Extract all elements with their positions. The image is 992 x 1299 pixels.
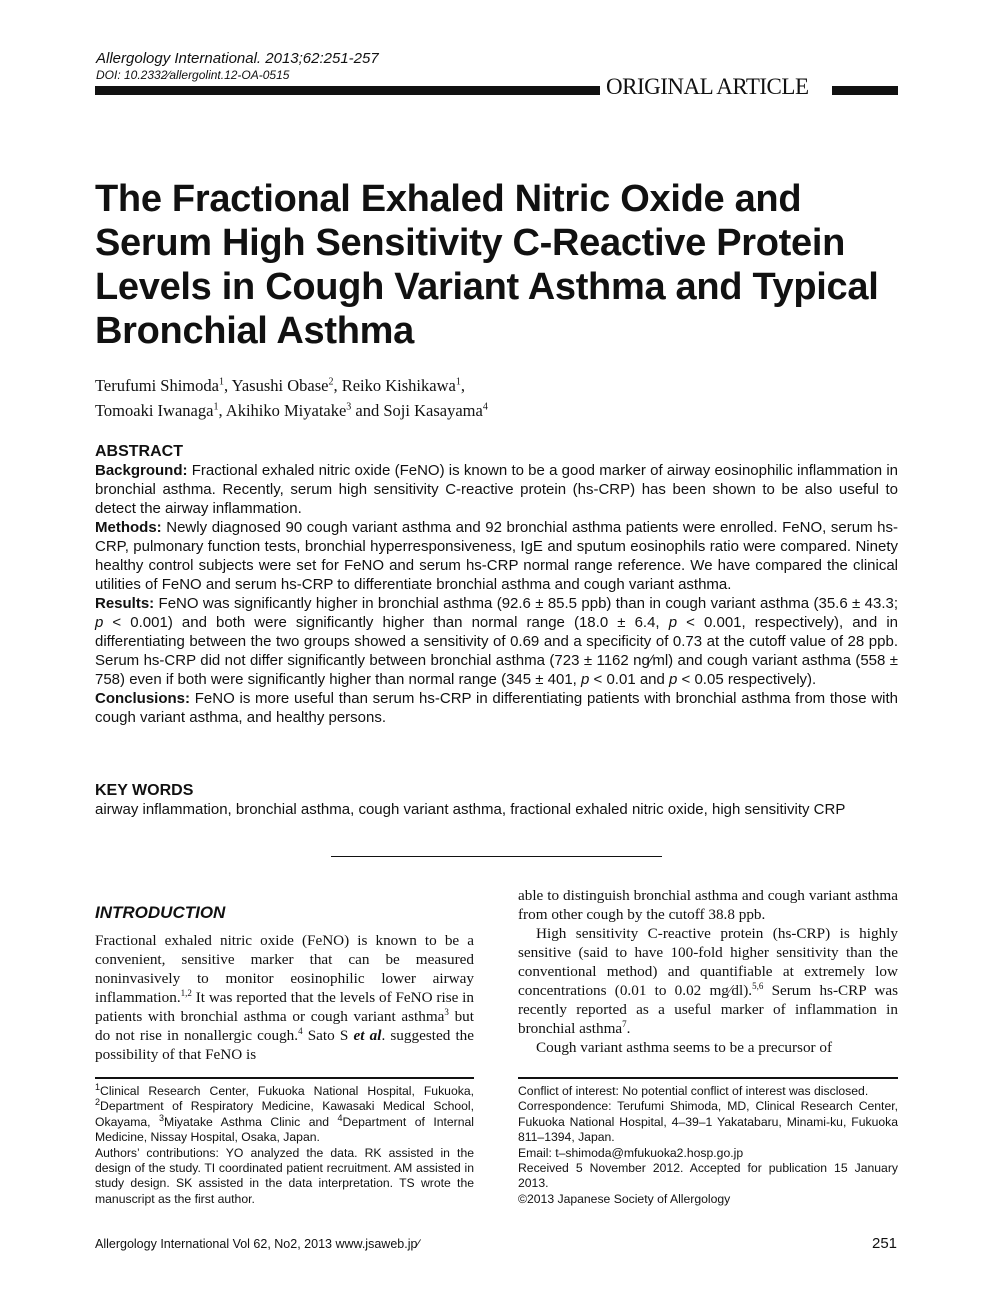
et-al: et al [353,1027,382,1044]
affiliation-marker: 4 [482,401,488,413]
affiliation-marker: 1 [218,376,224,388]
results-text: < 0.001, respectively), and in differentiating between the two groups showed a sensitivity of 0.69 and a specificity of 0.73 at the cutoff value of 28 ppb. Serum hs-CRP did not differ significantly between bronchial asthma (723 ± 1162 ng∕ml) and cough variant asthma (558 ± 758) even if both were significantly higher than normal range (345 ± 401, [95,614,898,688]
author-name: , Reiko Kishikawa [333,376,456,395]
introduction-paragraph: Cough variant asthma seems to be a precursor of [536,1039,833,1056]
author-contributions: Authors’ contributions: YO analyzed the data. RK assisted in the design of the study. TI coordinated patient recruitment. AM assisted in study design. SK assisted in the data interpretation. TS wrote the manuscript as the first author. [95,1145,474,1206]
paragraph-text: but do not rise in nonallergic cough. [95,1008,474,1044]
citation-ref: 5,6 [752,980,764,991]
author-name: and Soji Kasayama [351,401,483,420]
keywords-text: airway inflammation, bronchial asthma, cough variant asthma, fractional exhaled nitric oxide, high sensitivity CRP [95,801,846,818]
citation-ref: 4 [298,1025,303,1036]
affiliation-marker: 1 [213,401,219,413]
doi: DOI: 10.2332∕allergolint.12-OA-0515 [96,68,290,82]
body-column-left [95,903,474,1064]
results-text: < 0.05 respectively). [677,671,817,688]
affiliation-marker: 3 [159,1112,165,1123]
p-value-symbol: p [668,614,678,631]
conclusions-label: Conclusions: [95,690,191,707]
introduction-paragraph [518,924,898,1038]
abstract-background [95,461,898,518]
conclusions-text: FeNO is more useful than serum hs-CRP in differentiating patients with bronchial asthma from those with cough variant asthma, and healthy persons. [95,690,898,726]
citation-ref: 7 [622,1018,627,1029]
affiliation-text: Clinical Research Center, Fukuoka National Hospital, Fukuoka, [100,1084,474,1098]
page-number: 251 [872,1235,898,1252]
abstract-heading: ABSTRACT [95,443,183,460]
author-name: , Yasushi Obase [223,376,329,395]
keywords [95,781,898,819]
affiliation-marker: 4 [337,1112,343,1123]
keywords-heading: KEY WORDS [95,782,194,799]
footnotes-affiliations [95,1081,475,1207]
p-value-symbol: p [581,671,590,688]
received-dates: Received 5 November 2012. Accepted for publication 15 January 2013. [518,1161,898,1191]
citation-ref: 1,2 [180,987,192,998]
header-rule [95,86,600,95]
affiliation-marker: 2 [95,1097,101,1108]
author-list [95,373,895,423]
affiliation-text: Department of Respiratory Medicine, Kawasaki Medical School, Okayama, [95,1099,474,1129]
background-text: Fractional exhaled nitric oxide (FeNO) is known to be a good marker of airway eosinophilic inflammation in bronchial asthma. Recently, serum high sensitivity C-reactive protein (hs-CRP) has been shown to be also useful to detect the airway inflammation. [95,462,898,517]
email-address: Email: t–shimoda@mfukuoka2.hosp.go.jp [518,1145,744,1160]
correspondence-address: Correspondence: Terufumi Shimoda, MD, Clinical Research Center, Fukuoka National Hospital, 4–39–1 Yakatabaru, Minami-ku, Fukuoka 811–1394, Japan. [518,1099,898,1145]
methods-text: Newly diagnosed 90 cough variant asthma and 92 bronchial asthma patients were enrolled. FeNO, serum hs-CRP, pulmonary function tests, bronchial hyperresponsiveness, IgE and sputum eosinophils ratio were compared. Ninety healthy control subjects were set for FeNO and serum hs-CRP normal range reference. We have compared the clinical utilities of FeNO and serum hs-CRP to differentiate bronchial asthma and cough variant asthma. [95,519,898,593]
abstract-methods [95,518,898,594]
footnote-rule [95,1077,474,1079]
author-name: , Akihiko Miyatake [218,401,347,420]
paragraph-text: . [626,1020,631,1037]
introduction-heading: INTRODUCTION [95,903,226,922]
abstract-conclusions [95,689,898,727]
paragraph-text: Fractional exhaled nitric oxide (FeNO) is known to be a convenient, sensitive marker that can be measured noninvasively to monitor eosinophilic lower airway inflammation. [95,932,474,1006]
results-label: Results: [95,595,155,612]
author-separator: , [460,376,465,395]
p-value-symbol: p [669,671,678,688]
affiliation-marker: 1 [95,1081,101,1092]
article-title: The Fractional Exhaled Nitric Oxide and Serum High Sensitivity C-Reactive Protein Levels in Cough Variant Asthma and Typical Bronchial Asthma [95,178,879,352]
author-name: Tomoaki Iwanaga [95,401,214,420]
paragraph-text: . suggested the possibility of that FeNO is [95,1027,474,1063]
affiliation-marker: 2 [328,376,334,388]
results-text: < 0.001) and both were significantly higher than normal range (18.0 ± 6.4, [103,614,669,631]
abstract [95,442,898,727]
paragraph-text: It was reported that the levels of FeNO rise in patients with bronchial asthma or cough variant asthma [95,989,474,1025]
author-name: Terufumi Shimoda [95,376,219,395]
conflict-of-interest: Conflict of interest: No potential conflict of interest was disclosed. [518,1084,869,1098]
paragraph-text: Sato S [302,1027,354,1044]
results-text: < 0.01 and [589,671,670,688]
affiliation-marker: 1 [455,376,461,388]
p-value-symbol: p [95,614,104,631]
paragraph-text: Serum hs-CRP was recently reported as a useful marker of inflammation in bronchial asthma [518,982,898,1037]
paragraph-text: High sensitivity C-reactive protein (hs-CRP) is highly sensitive (said to have 100-fold higher sensitivity than the conventional method) and quantifiable at extremely low concentrations (0.01 to 0.02 mg∕dl). [518,925,898,999]
affiliation-text: Department of Internal Medicine, Nissay Hospital, Osaka, Japan. [95,1114,475,1145]
affiliations [95,1081,475,1146]
copyright: ©2013 Japanese Society of Allergology [518,1191,731,1206]
affiliation-text: Miyatake Asthma Clinic and [164,1114,338,1129]
footnotes-correspondence [518,1084,898,1207]
article-type-label: ORIGINAL ARTICLE [606,74,809,99]
background-label: Background: [95,462,188,479]
affiliation-marker: 3 [346,401,352,413]
footnote-rule [518,1077,898,1079]
methods-label: Methods: [95,519,162,536]
journal-citation: Allergology International. 2013;62:251-257 [96,50,379,67]
section-divider [331,856,662,857]
body-column-right [518,886,898,1057]
header-rule-right [832,86,898,95]
introduction-paragraph-continued: able to distinguish bronchial asthma and cough variant asthma from other cough by the cutoff 38.8 ppb. [518,887,898,923]
footer-citation: Allergology International Vol 62, No2, 2013 www.jsaweb.jp∕ [95,1237,420,1251]
citation-ref: 3 [444,1006,449,1017]
introduction-paragraph [95,931,474,1064]
results-text: FeNO was significantly higher in bronchial asthma (92.6 ± 85.5 ppb) than in cough variant asthma (35.6 ± 43.3; [154,595,898,612]
abstract-results [95,594,898,689]
